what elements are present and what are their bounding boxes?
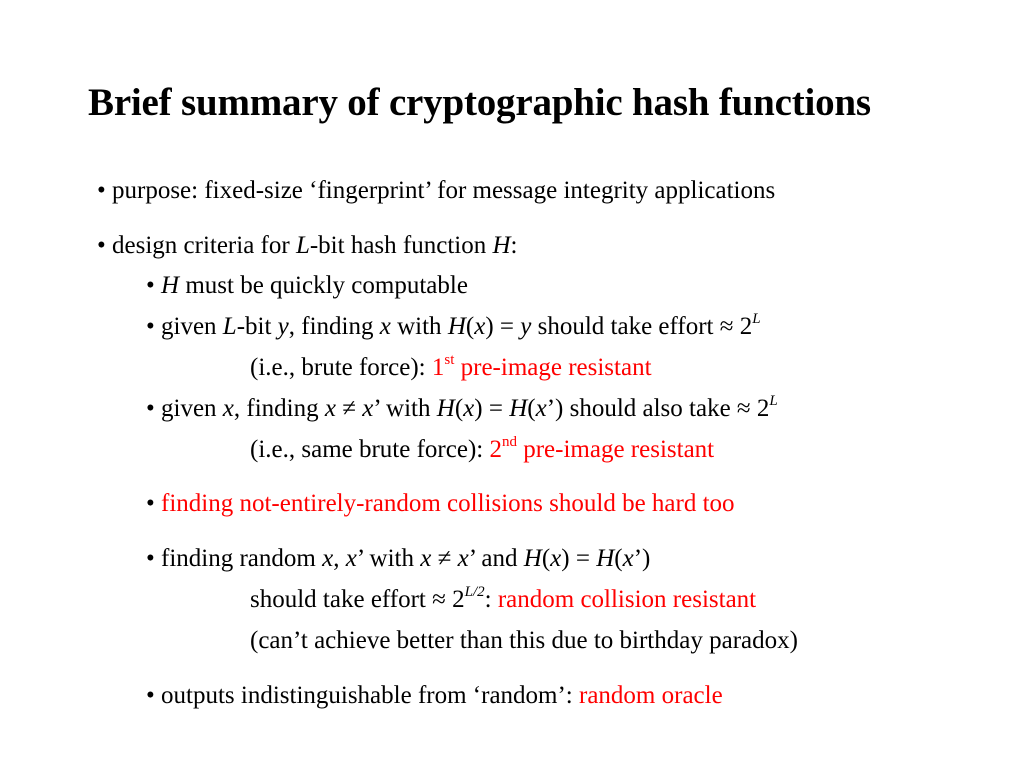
sub-bullet-random-collisions: • finding random x, x’ with x ≠ x’ and H(x) = H(x’) [146,545,651,572]
first-preimage-label: 1st pre-image resistant [431,351,652,381]
sub-bullet-random-oracle: • outputs indistinguishable from ‘random’: random oracle [146,682,723,709]
bullet-design-criteria: • design criteria for L-bit hash function H: [97,232,518,259]
bullet-purpose: • purpose: fixed-size ‘fingerprint’ for message integrity applications [97,177,776,204]
second-preimage-label: 2nd pre-image resistant [489,433,715,463]
birthday-paradox-note: (can’t achieve better than this due to birthday paradox) [250,627,798,654]
second-preimage-continuation: (i.e., same brute force): 2nd pre-image resistant [250,433,715,463]
slide-title: Brief summary of cryptographic hash functions [88,81,871,124]
first-preimage-continuation: (i.e., brute force): 1st pre-image resistant [250,351,652,381]
sub-bullet-nonrandom-collisions: • finding not-entirely-random collisions should be hard too [146,490,735,517]
sub-bullet-computable: • H must be quickly computable [146,272,468,299]
random-collision-continuation: should take effort ≈ $2^{L/2}$: random collision resistant [250,583,757,613]
sub-bullet-first-preimage: • given L-bit y, finding x with H(x) = y should take effort ≈ $2^L$ [146,310,761,340]
sub-bullet-second-preimage: • given x, finding x ≠ x’ with H(x) = H(x’) should also take ≈ $2^L$ [146,392,778,422]
